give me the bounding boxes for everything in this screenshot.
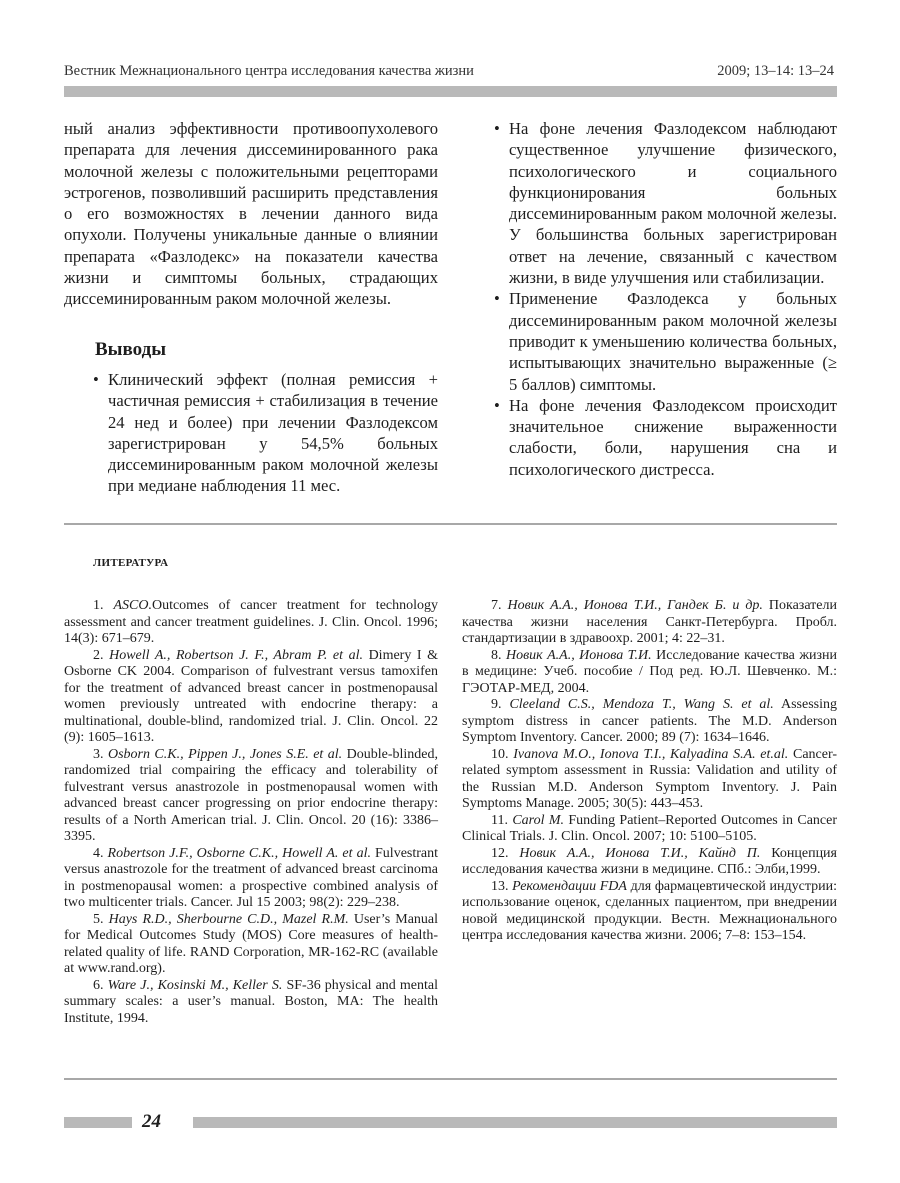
reference-item: 3. Osborn C.K., Pippen J., Jones S.E. et al. Double-blinded, randomized trial compairing the efficacy and tolerability of fulvestrant versus anastrozole in postmenopausal women with advanced breast cancer progressing on prior endocrine therapy: results of a North American trial. J. Clin. Oncol. 20 (16): 3386–3395. — [64, 746, 439, 844]
references-column-right — [462, 598, 837, 945]
conclusion-item: • На фоне лечения Фазлодексом наблюдают существенное улучшение физического, психологического и социального функционирования больных диссеминированным раком молочной железы. У большинства больных зарегистрирован ответ на лечение, связанный с качеством жизни, в виде улучшения или стабилизации. — [494, 118, 837, 288]
conclusion-item: • Применение Фазлодекса у больных диссеминированным раком молочной железы приводит к уменьшению количества больных, испытывающих значительно выраженные (≥ 5 баллов) симптомы. — [494, 288, 837, 394]
reference-item: 7. Новик А.А., Ионова Т.И., Гандек Б. и др. Показатели качества жизни населения Санкт-Петербурга. Пробл. стандартизации в здравоохр. 2001; 4: 22–31. — [462, 598, 837, 646]
reference-item: 2. Howell A., Robertson J. F., Abram P. et al. Dimery I & Osborne CK 2004. Comparison of fulvestrant versus tamoxifen for the treatment of advanced breast cancer in postmenopausal women previously untreated with endocrine therapy: a multinational, double-blind, randomized trial. J. Clin. Oncol. 22 (9): 1605–1613. — [64, 647, 439, 745]
reference-item: 13. Рекомендации FDA для фармацевтической индустрии: использование оценок, сделанных пациентом, при внедрении новой медицинской продукции. Вестн. Межнационального центра исследования качества жизни. 2006; 7–8: 153–154. — [462, 878, 838, 943]
reference-item: 8. Новик А.А., Ионова Т.И. Исследование качества жизни в медицине: Учеб. пособие / Под ред. Ю.Л. Шевченко. М.: ГЭОТАР-МЕД, 2004. — [462, 647, 838, 696]
literature-title: ЛИТЕРАТУРА — [93, 557, 169, 569]
references-column-left — [64, 598, 438, 1027]
page-number: 24 — [142, 1111, 161, 1132]
header-bar — [64, 86, 837, 97]
conclusion-item: • Клинический эффект (полная ремиссия + частичная ремиссия + стабилизация в течение 24 нед и более) при лечении Фазлодексом зарегистрирован у 54,5% больных диссеминированным раком молочной железы при медиане наблюдения 11 мес. — [93, 369, 438, 497]
conclusions-list-right — [494, 118, 837, 480]
reference-item: 5. Hays R.D., Sherbourne C.D., Mazel R.M. User’s Manual for Medical Outcomes Study (MOS) Core measures of health-related quality of life. RAND Corporation, MR-162-RC (available at www.rand.org). — [64, 911, 439, 976]
reference-item: 11. Carol M. Funding Patient–Reported Outcomes in Cancer Clinical Trials. J. Clin. Oncol. 2007; 10: 5100–5105. — [462, 812, 837, 844]
reference-item: 10. Ivanova M.O., Ionova T.I., Kalyadina S.A. et.al. Cancer-related symptom assessment in Russia: Validation and utility of the Russian M.D. Anderson Symptom Inventory. J. Pain Symptoms Manage. 2005; 30(5): 443–453. — [462, 746, 838, 811]
footer-bar-right — [193, 1117, 837, 1128]
reference-item: 6. Ware J., Kosinski M., Keller S. SF-36 physical and mental summary scales: a user’s manual. Boston, MA: The health Institute, 1994. — [64, 977, 439, 1026]
journal-title: Вестник Межнационального центра исследования качества жизни — [64, 63, 474, 79]
intro-paragraph: ный анализ эффективности противоопухолевого препарата для лечения диссеминированного рака молочной железы с положительными рецепторами эстрогенов, позволивший расширить представления о его возможностях в лечении данного вида опухоли. Получены уникальные данные о влиянии препарата «Фазлодекс» на показатели качества жизни и симптомы больных, страдающих диссеминированным раком молочной железы. — [64, 119, 438, 309]
reference-item: 12. Новик А.А., Ионова Т.И., Кайнд П. Концепция исследования качества жизни в медицине. СПб.: Элби,1999. — [462, 845, 837, 877]
reference-item: 4. Robertson J.F., Osborne C.K., Howell A. et al. Fulvestrant versus anastrozole for the treatment of advanced breast carcinoma in postmenopausal women: a prospective combined analysis of two multicenter trials. Cancer. Jul 15 2003; 98(2): 229–238. — [64, 845, 439, 910]
footer-bar-left — [64, 1117, 132, 1128]
section-divider — [64, 523, 837, 525]
reference-item: 1. ASCO.Outcomes of cancer treatment for technology assessment and cancer treatment guidelines. J. Clin. Oncol. 1996; 14(3): 671–679. — [64, 598, 439, 646]
conclusion-item: • На фоне лечения Фазлодексом происходит значительное снижение выраженности слабости, боли, нарушения сна и психологического дистресса. — [494, 395, 837, 480]
issue-info: 2009; 13–14: 13–24 — [717, 63, 834, 79]
reference-item: 9. Cleeland C.S., Mendoza T., Wang S. et al. Assessing symptom distress in cancer patients. The M.D. Anderson Symptom Inventory. Cancer. 2000; 89 (7): 1634–1646. — [462, 697, 837, 745]
conclusions-list-left — [93, 369, 438, 497]
conclusions-heading: Выводы — [95, 339, 167, 360]
footer-divider — [64, 1078, 837, 1080]
